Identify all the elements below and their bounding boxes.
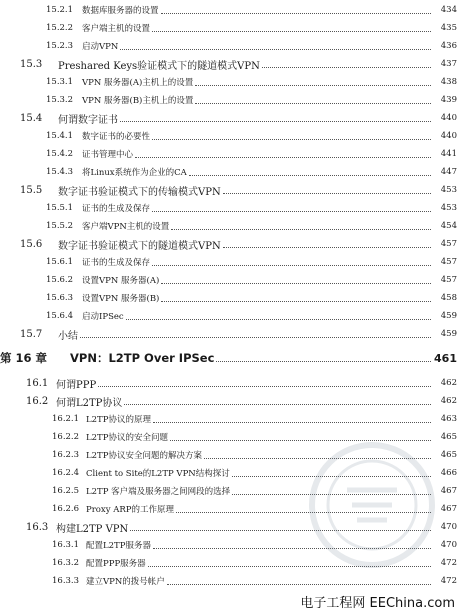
toc-entry[interactable] <box>0 146 459 162</box>
toc-entry-page: 453 <box>440 203 457 213</box>
toc-entry[interactable] <box>0 465 459 481</box>
toc-entry-number: 15.5 <box>20 184 43 196</box>
toc-entry-title: 启动VPN <box>82 42 119 52</box>
toc-entry-page: 461 <box>434 351 457 365</box>
toc-entry-title: 配置PPP服务器 <box>86 559 146 569</box>
toc-entry-page: 463 <box>440 414 457 424</box>
toc-entry-page: 457 <box>440 257 457 267</box>
toc-entry-page: 457 <box>440 239 457 249</box>
toc-entry[interactable] <box>0 182 459 198</box>
toc-entry-number: 15.3.2 <box>46 95 74 105</box>
toc-entry-number: 15.4.3 <box>46 167 74 177</box>
toc-entry[interactable] <box>0 555 459 571</box>
toc-entry-page: 435 <box>440 23 457 33</box>
leader-dots <box>161 12 431 14</box>
leader-dots <box>204 457 431 459</box>
toc-entry-title: VPN 服务器(B)主机上的设置 <box>82 96 194 106</box>
leader-dots <box>80 336 431 338</box>
toc-entry-number: 16.1 <box>26 377 49 389</box>
toc-entry-page: 454 <box>440 221 457 231</box>
toc-entry[interactable] <box>0 236 459 252</box>
toc-entry-title: 数据库服务器的设置 <box>82 6 159 16</box>
toc-entry-title: L2TP协议安全问题的解决方案 <box>86 451 202 461</box>
toc-entry-page: 436 <box>440 41 457 51</box>
toc-entry-number: 15.5.1 <box>46 203 74 213</box>
toc-entry-number: 15.5.2 <box>46 221 74 231</box>
leader-dots <box>195 102 431 104</box>
leader-dots <box>223 192 431 194</box>
toc-entry-number: 16.3.1 <box>52 540 80 550</box>
toc-entry[interactable] <box>0 411 459 427</box>
toc-entry[interactable] <box>0 429 459 445</box>
toc-entry-title: 何谓L2TP协议 <box>56 397 123 409</box>
toc-entry-number: 16.2.6 <box>52 504 80 514</box>
toc-entry[interactable] <box>0 2 459 18</box>
toc-entry-page: 470 <box>440 522 457 532</box>
toc-entry-page: 440 <box>440 131 457 141</box>
toc-entry-page: 459 <box>440 311 457 321</box>
toc-entry-page: 439 <box>440 95 457 105</box>
toc-entry[interactable] <box>0 74 459 90</box>
leader-dots <box>189 174 431 176</box>
toc-entry-page: 467 <box>440 504 457 514</box>
toc-entry-title: 构建L2TP VPN <box>56 523 129 535</box>
toc-entry-title: 证书管理中心 <box>82 150 134 160</box>
toc-entry-title: 小结 <box>58 330 78 342</box>
toc-entry[interactable] <box>0 519 459 535</box>
toc-entry-page: 466 <box>440 468 457 478</box>
toc-entry-page: 434 <box>440 5 457 15</box>
toc-entry[interactable] <box>0 350 459 366</box>
toc-entry-page: 465 <box>440 432 457 442</box>
toc-entry-number: 16.2 <box>26 395 49 407</box>
leader-dots <box>120 48 431 50</box>
toc-entry-number: 16.3.2 <box>52 558 80 568</box>
leader-dots <box>232 493 431 495</box>
leader-dots <box>161 282 431 284</box>
toc-entry[interactable] <box>0 326 459 342</box>
toc-entry-page: 458 <box>440 293 457 303</box>
toc-entry-number: 15.2.1 <box>46 5 74 15</box>
leader-dots <box>232 475 431 477</box>
leader-dots <box>153 547 431 549</box>
leader-dots <box>130 529 431 531</box>
toc-entry-title: 将Linux系统作为企业的CA <box>82 168 187 178</box>
toc-entry[interactable] <box>0 110 459 126</box>
toc-entry-number: 15.2.2 <box>46 23 74 33</box>
toc-entry-title: L2TP协议的安全问题 <box>86 433 168 443</box>
toc-entry-number: 第 16 章 <box>0 351 48 365</box>
toc-entry-page: 472 <box>440 558 457 568</box>
toc-entry[interactable] <box>0 56 459 72</box>
toc-entry-title: 数字证书验证模式下的隧道模式VPN <box>58 240 221 252</box>
toc-entry-page: 472 <box>440 576 457 586</box>
toc-entry-page: 467 <box>440 486 457 496</box>
toc-entry-title: VPN：L2TP Over IPSec <box>70 351 215 365</box>
toc-entry-page: 440 <box>440 113 457 123</box>
leader-dots <box>223 246 431 248</box>
toc-entry[interactable] <box>0 290 459 306</box>
toc-entry-title: 设置VPN 服务器(A) <box>82 276 160 286</box>
toc-entry-page: 438 <box>440 77 457 87</box>
toc-entry-number: 15.6.2 <box>46 275 74 285</box>
toc-entry-title: VPN 服务器(A)主机上的设置 <box>82 78 194 88</box>
toc-entry-number: 15.7 <box>20 328 43 340</box>
toc-entry-number: 16.2.5 <box>52 486 80 496</box>
toc-entry[interactable] <box>0 375 459 391</box>
toc-entry[interactable] <box>0 501 459 517</box>
toc-entry[interactable] <box>0 537 459 553</box>
toc-entry-title: 证书的生成及保存 <box>82 258 151 268</box>
toc-entry-number: 16.2.3 <box>52 450 80 460</box>
leader-dots <box>170 439 431 441</box>
toc-entry-number: 15.3.1 <box>46 77 74 87</box>
leader-dots <box>135 156 431 158</box>
leader-dots <box>195 84 431 86</box>
leader-dots <box>176 511 431 513</box>
toc-entry-page: 465 <box>440 450 457 460</box>
toc-entry-title: Client to Site的L2TP VPN结构探讨 <box>86 469 230 479</box>
toc-entry-page: 447 <box>440 167 457 177</box>
toc-entry-page: 459 <box>440 329 457 339</box>
leader-dots <box>152 138 431 140</box>
toc-entry-number: 16.2.2 <box>52 432 80 442</box>
leader-dots <box>153 421 431 423</box>
toc-entry-title: 数字证书验证模式下的传输模式VPN <box>58 186 221 198</box>
toc-entry[interactable] <box>0 218 459 234</box>
leader-dots <box>126 318 431 320</box>
toc-entry-page: 437 <box>440 59 457 69</box>
toc-entry[interactable] <box>0 92 459 108</box>
toc-entry-page: 453 <box>440 185 457 195</box>
toc-entry[interactable] <box>0 308 459 324</box>
toc-entry-number: 15.6.1 <box>46 257 74 267</box>
leader-dots <box>262 66 431 68</box>
toc-entry-number: 15.6.3 <box>46 293 74 303</box>
leader-dots <box>171 228 431 230</box>
toc-entry-number: 15.6.4 <box>46 311 74 321</box>
toc-entry-title: 何谓数字证书 <box>58 114 118 126</box>
toc-entry-title: 建立VPN的拨号帐户 <box>86 577 165 587</box>
toc-entry-title: 数字证书的必要性 <box>82 132 151 142</box>
leader-dots <box>124 403 431 405</box>
leader-dots <box>152 264 431 266</box>
toc-entry[interactable] <box>0 38 459 54</box>
toc-entry-title: L2TP协议的原理 <box>86 415 151 425</box>
toc-entry-title: 证书的生成及保存 <box>82 204 151 214</box>
toc-entry-number: 16.2.1 <box>52 414 80 424</box>
toc-entry-title: 何谓PPP <box>56 379 97 391</box>
toc-entry-number: 16.3 <box>26 521 49 533</box>
toc-entry-number: 15.6 <box>20 238 43 250</box>
toc-entry[interactable] <box>0 447 459 463</box>
site-watermark: 电子工程网 EEChina.com <box>298 592 457 611</box>
toc-entry-page: 470 <box>440 540 457 550</box>
toc-entry-title: 客户端主机的设置 <box>82 24 151 34</box>
leader-dots <box>152 30 431 32</box>
toc-entry-title: 配置L2TP服务器 <box>86 541 151 551</box>
toc-entry[interactable] <box>0 254 459 270</box>
leader-dots <box>167 583 431 585</box>
toc-entry-page: 441 <box>440 149 457 159</box>
toc-entry-number: 15.3 <box>20 58 43 70</box>
leader-dots <box>216 360 431 362</box>
toc-entry-title: Preshared Keys验证模式下的隧道模式VPN <box>58 60 260 72</box>
toc-entry-number: 15.4.1 <box>46 131 74 141</box>
toc-entry-page: 457 <box>440 275 457 285</box>
toc-entry-title: L2TP 客户端及服务器之间网段的选择 <box>86 487 231 497</box>
leader-dots <box>148 565 431 567</box>
toc-entry-number: 16.3.3 <box>52 576 80 586</box>
toc-entry[interactable] <box>0 393 459 409</box>
toc-entry-page: 462 <box>440 378 457 388</box>
toc-entry[interactable] <box>0 573 459 589</box>
toc-entry-number: 15.2.3 <box>46 41 74 51</box>
toc-entry[interactable] <box>0 128 459 144</box>
leader-dots <box>152 210 431 212</box>
toc-entry[interactable] <box>0 272 459 288</box>
toc-entry-page: 462 <box>440 396 457 406</box>
toc-entry-title: 启动IPSec <box>82 312 124 322</box>
toc-entry-title: Proxy ARP的工作原理 <box>86 505 174 515</box>
toc-entry[interactable] <box>0 20 459 36</box>
toc-entry-number: 16.2.4 <box>52 468 80 478</box>
toc-entry-number: 15.4 <box>20 112 43 124</box>
toc-entry-number: 15.4.2 <box>46 149 74 159</box>
leader-dots <box>98 385 431 387</box>
leader-dots <box>120 120 431 122</box>
toc-entry[interactable] <box>0 200 459 216</box>
toc-entry-title: 客户端VPN主机的设置 <box>82 222 170 232</box>
leader-dots <box>161 300 431 302</box>
toc-entry-title: 设置VPN 服务器(B) <box>82 294 160 304</box>
toc-entry[interactable] <box>0 164 459 180</box>
toc-entry[interactable] <box>0 483 459 499</box>
